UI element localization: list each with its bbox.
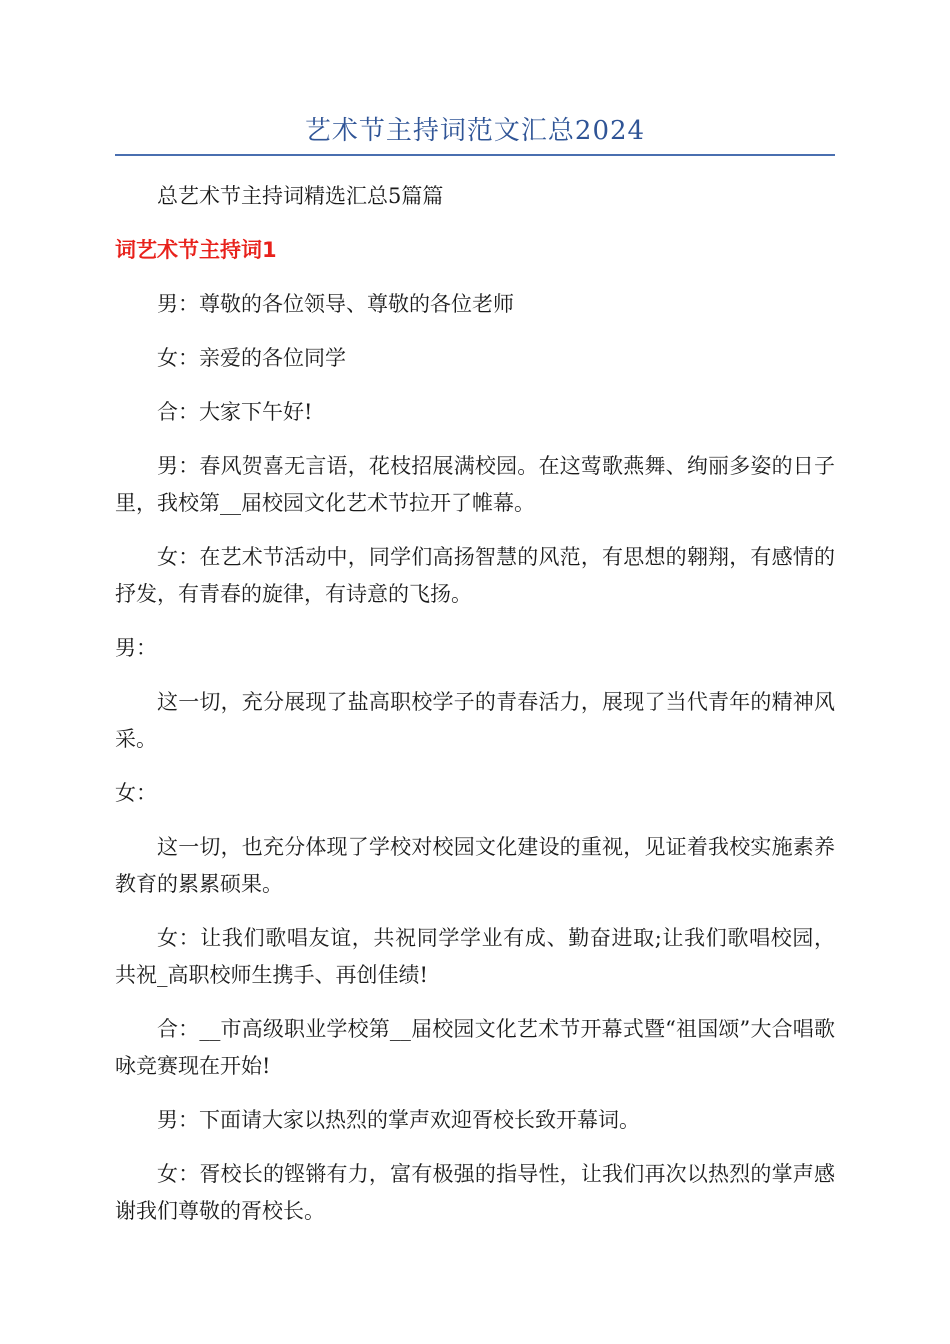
- title-underline: [115, 154, 835, 156]
- paragraph: 这一切，充分展现了盐高职校学子的青春活力，展现了当代青年的精神风采。: [115, 690, 835, 751]
- paragraph-list: [115, 286, 835, 1230]
- document-title: 艺术节主持词范文汇总2024: [304, 116, 646, 146]
- paragraph: 这一切，也充分体现了学校对校园文化建设的重视，见证着我校实施素养教育的累累硕果。: [115, 835, 835, 896]
- paragraph: 男：春风贺喜无言语，花枝招展满校园。在这莺歌燕舞、绚丽多姿的日子里，我校第__届校园文化艺术节拉开了帷幕。: [115, 454, 835, 515]
- paragraph: 女：在艺术节活动中，同学们高扬智慧的风范，有思想的翱翔，有感情的抒发，有青春的旋律，有诗意的飞扬。: [115, 545, 835, 606]
- paragraph: 男：尊敬的各位领导、尊敬的各位老师: [157, 292, 514, 316]
- paragraph: 合：__市高级职业学校第__届校园文化艺术节开幕式暨“祖国颂”大合唱歌咏竞赛现在开始!: [115, 1017, 835, 1078]
- paragraph: 男：下面请大家以热烈的掌声欢迎胥校长致开幕词。: [157, 1108, 640, 1132]
- paragraph: 女：亲爱的各位同学: [157, 346, 346, 370]
- paragraph: 合：大家下午好!: [157, 400, 313, 424]
- paragraph: 女：让我们歌唱友谊，共祝同学学业有成、勤奋进取;让我们歌唱校园，共祝_高职校师生携手、再创佳绩!: [115, 926, 835, 987]
- paragraph: 女：胥校长的铿锵有力，富有极强的指导性，让我们再次以热烈的掌声感谢我们尊敬的胥校长。: [115, 1162, 835, 1223]
- document-subtitle: 总艺术节主持词精选汇总5篇篇: [157, 184, 444, 208]
- document-body: [115, 178, 835, 1247]
- section-heading: 词艺术节主持词1: [115, 238, 277, 262]
- paragraph: 男：: [115, 636, 157, 660]
- paragraph: 女：: [115, 781, 157, 805]
